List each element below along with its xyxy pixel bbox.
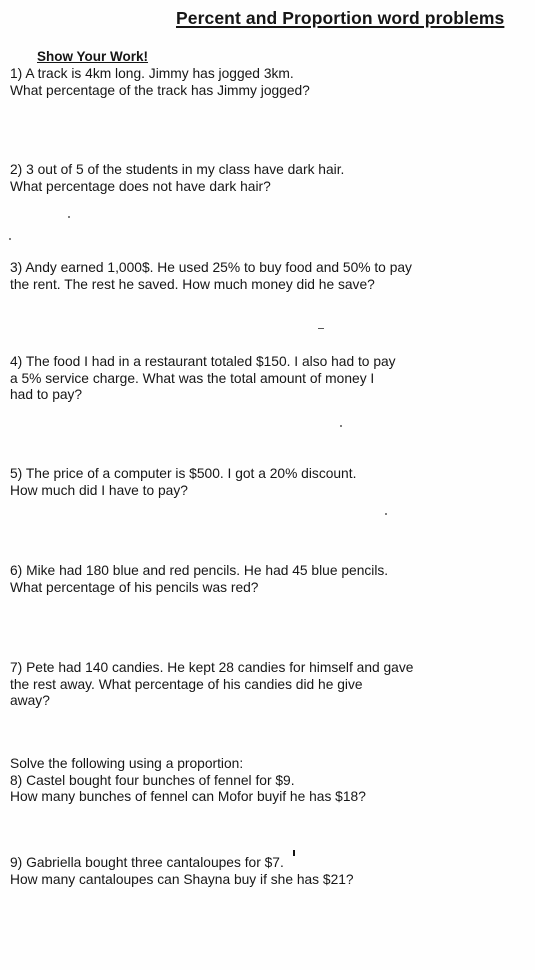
proportion-instruction: Solve the following using a proportion: bbox=[10, 756, 244, 771]
scan-speck bbox=[68, 216, 70, 218]
question-9-line-1: 9) Gabriella bought three cantaloupes for $7. bbox=[10, 855, 284, 870]
proportion-section bbox=[10, 756, 525, 806]
question-3-line-2: the rent. The rest he saved. How much money did he save? bbox=[10, 276, 375, 292]
scan-speck bbox=[385, 513, 387, 515]
question-5-line-1: 5) The price of a computer is $500. I got a 20% discount. bbox=[10, 466, 357, 481]
question-9-line-2: How many cantaloupes can Shayna buy if she has $21? bbox=[10, 871, 354, 887]
question-7-line-1: 7) Pete had 140 candies. He kept 28 candies for himself and gave bbox=[10, 660, 414, 675]
question-2-line-2: What percentage does not have dark hair? bbox=[10, 178, 271, 194]
question-3-line-1: 3) Andy earned 1,000$. He used 25% to buy food and 50% to pay bbox=[10, 260, 412, 275]
question-6-line-2: What percentage of his pencils was red? bbox=[10, 579, 259, 595]
question-6-line-1: 6) Mike had 180 blue and red pencils. He had 45 blue pencils. bbox=[10, 563, 389, 578]
question-4-line-2: a 5% service charge. What was the total amount of money I bbox=[10, 370, 375, 386]
question-1 bbox=[10, 66, 525, 99]
question-1-line-2: What percentage of the track has Jimmy jogged? bbox=[10, 82, 310, 98]
scan-speck bbox=[318, 328, 324, 329]
question-4 bbox=[10, 354, 525, 404]
question-6 bbox=[10, 563, 525, 596]
question-4-line-3: had to pay? bbox=[10, 387, 83, 402]
worksheet-title: Percent and Proportion word problems bbox=[176, 8, 505, 28]
question-8-line-1: 8) Castel bought four bunches of fennel for $9. bbox=[10, 772, 295, 788]
question-2 bbox=[10, 162, 525, 195]
question-2-line-1: 2) 3 out of 5 of the students in my class have dark hair. bbox=[10, 162, 345, 177]
question-5-line-2: How much did I have to pay? bbox=[10, 482, 188, 498]
question-8-line-2: How many bunches of fennel can Mofor buyif he has $18? bbox=[10, 789, 366, 804]
question-7 bbox=[10, 660, 525, 710]
show-work-instruction: Show Your Work! bbox=[37, 49, 149, 64]
question-3 bbox=[10, 260, 525, 293]
question-9 bbox=[10, 855, 525, 888]
question-5 bbox=[10, 466, 525, 499]
question-7-line-2: the rest away. What percentage of his candies did he give bbox=[10, 676, 363, 692]
scan-speck bbox=[340, 425, 342, 427]
question-4-line-1: 4) The food I had in a restaurant totaled $150. I also had to pay bbox=[10, 354, 396, 369]
question-1-line-1: 1) A track is 4km long. Jimmy has jogged 3km. bbox=[10, 66, 294, 81]
question-7-line-3: away? bbox=[10, 693, 50, 708]
scan-speck bbox=[9, 238, 11, 240]
